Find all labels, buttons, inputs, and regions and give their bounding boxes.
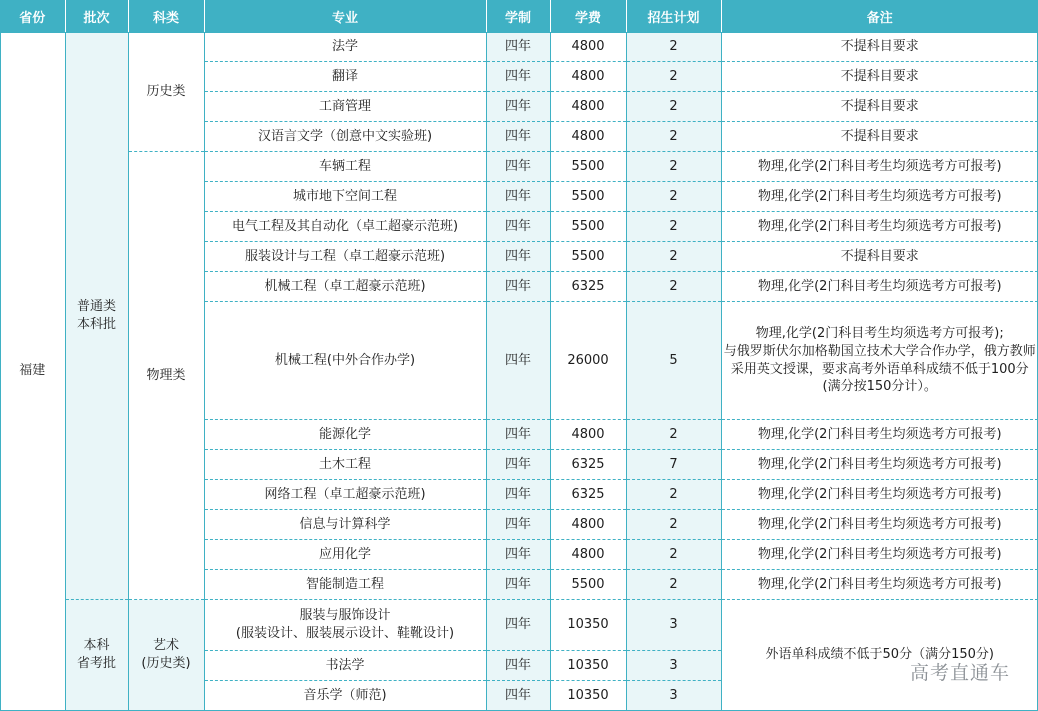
tuition-cell: 5500 <box>550 242 626 272</box>
major-cell <box>204 242 486 272</box>
duration-cell: 四年 <box>486 510 550 540</box>
duration-cell: 四年 <box>486 32 550 62</box>
batch-line: 普通类 <box>76 298 116 314</box>
major-line: 书法学 <box>325 657 365 673</box>
major-line: 能源化学 <box>318 426 371 442</box>
header-batch: 批次 <box>65 0 128 32</box>
table-body <box>0 32 1038 711</box>
tuition-cell: 10350 <box>550 651 626 681</box>
major-line: 城市地下空间工程 <box>292 188 397 204</box>
note-cell <box>721 122 1038 152</box>
major-cell <box>204 570 486 600</box>
duration-cell: 四年 <box>486 540 550 570</box>
plan-cell: 2 <box>626 32 721 62</box>
duration-cell: 四年 <box>486 92 550 122</box>
major-line: (服装设计、服装展示设计、鞋靴设计) <box>235 626 455 641</box>
category-line: 艺术 <box>152 638 179 654</box>
tuition-cell: 5500 <box>550 212 626 242</box>
tuition-cell: 6325 <box>550 272 626 302</box>
major-line: 机械工程(中外合作办学) <box>274 352 416 368</box>
tuition-cell: 5500 <box>550 182 626 212</box>
note-line: 不提科目要求 <box>840 38 919 54</box>
plan-cell: 3 <box>626 600 721 651</box>
note-line: 物理,化学(2门科目考生均须选考方可报考) <box>757 546 1002 562</box>
major-line: 土木工程 <box>318 456 371 472</box>
tuition-cell: 4800 <box>550 62 626 92</box>
major-cell <box>204 480 486 510</box>
duration-cell: 四年 <box>486 480 550 510</box>
duration-cell: 四年 <box>486 302 550 420</box>
major-cell <box>204 32 486 62</box>
major-cell <box>204 600 486 651</box>
plan-cell: 7 <box>626 450 721 480</box>
major-line: 服装设计与工程（卓工超豪示范班) <box>244 248 446 264</box>
watermark-text: 高考直通车 <box>909 662 1010 684</box>
duration-cell: 四年 <box>486 62 550 92</box>
major-line: 法学 <box>331 38 358 54</box>
duration-cell: 四年 <box>486 152 550 182</box>
plan-cell: 2 <box>626 480 721 510</box>
note-line: 外语单科成绩不低于50分（满分150分) <box>765 647 994 663</box>
note-cell <box>721 92 1038 122</box>
major-line: 电气工程及其自动化（卓工超豪示范班) <box>231 218 459 234</box>
batch-line: 本科批 <box>76 316 116 332</box>
category-line: 历史类 <box>146 83 186 99</box>
header-tuition: 学费 <box>550 0 626 32</box>
duration-cell: 四年 <box>486 182 550 212</box>
major-line: 汉语言文学（创意中文实验班) <box>257 128 433 144</box>
plan-cell: 2 <box>626 212 721 242</box>
major-line: 网络工程（卓工超豪示范班) <box>264 486 426 502</box>
note-line: 物理,化学(2门科目考生均须选考方可报考) <box>757 158 1002 174</box>
duration-cell: 四年 <box>486 122 550 152</box>
major-cell <box>204 420 486 450</box>
note-line: 物理,化学(2门科目考生均须选考方可报考) <box>757 456 1002 472</box>
major-cell <box>204 651 486 681</box>
note-line: 物理,化学(2门科目考生均须选考方可报考) <box>757 486 1002 502</box>
major-line: 智能制造工程 <box>305 576 384 592</box>
major-cell <box>204 182 486 212</box>
major-cell <box>204 92 486 122</box>
table-row <box>0 600 1038 651</box>
note-line: 不提科目要求 <box>840 98 919 114</box>
tuition-cell: 4800 <box>550 420 626 450</box>
note-cell <box>721 480 1038 510</box>
tuition-cell: 5500 <box>550 570 626 600</box>
note-cell <box>721 62 1038 92</box>
note-line: 物理,化学(2门科目考生均须选考方可报考); <box>755 326 1004 342</box>
table-row <box>0 32 1038 62</box>
note-line: 物理,化学(2门科目考生均须选考方可报考) <box>757 278 1002 294</box>
tuition-cell: 6325 <box>550 480 626 510</box>
tuition-cell: 6325 <box>550 450 626 480</box>
plan-cell: 2 <box>626 540 721 570</box>
major-cell <box>204 272 486 302</box>
tuition-cell: 5500 <box>550 152 626 182</box>
note-line: 物理,化学(2门科目考生均须选考方可报考) <box>757 218 1002 234</box>
duration-cell: 四年 <box>486 242 550 272</box>
major-line: 应用化学 <box>318 546 371 562</box>
major-cell <box>204 540 486 570</box>
plan-cell: 2 <box>626 420 721 450</box>
tuition-cell: 4800 <box>550 510 626 540</box>
header-province: 省份 <box>0 0 65 32</box>
note-cell <box>721 420 1038 450</box>
batch-line: 本科 <box>83 638 110 654</box>
batch-line: 省考批 <box>76 656 116 671</box>
note-cell <box>721 242 1038 272</box>
header-row <box>0 0 1038 32</box>
major-line: 翻译 <box>331 68 358 84</box>
note-cell <box>721 570 1038 600</box>
category-cell <box>128 152 204 600</box>
note-cell <box>721 182 1038 212</box>
plan-cell: 3 <box>626 651 721 681</box>
note-cell <box>721 272 1038 302</box>
note-cell <box>721 32 1038 62</box>
major-cell <box>204 62 486 92</box>
plan-cell: 2 <box>626 152 721 182</box>
category-line: 物理类 <box>146 367 186 383</box>
major-line: 工商管理 <box>318 98 371 114</box>
note-line: 不提科目要求 <box>840 248 919 264</box>
note-cell <box>721 540 1038 570</box>
note-cell <box>721 450 1038 480</box>
note-line: 物理,化学(2门科目考生均须选考方可报考) <box>757 188 1002 204</box>
note-line: 物理,化学(2门科目考生均须选考方可报考) <box>757 516 1002 532</box>
major-cell <box>204 510 486 540</box>
duration-cell: 四年 <box>486 570 550 600</box>
note-cell <box>721 600 1038 711</box>
tuition-cell: 10350 <box>550 681 626 711</box>
major-cell <box>204 152 486 182</box>
plan-cell: 2 <box>626 182 721 212</box>
note-cell <box>721 152 1038 182</box>
plan-cell: 2 <box>626 122 721 152</box>
batch-cell <box>65 600 128 711</box>
duration-cell: 四年 <box>486 212 550 242</box>
tuition-cell: 4800 <box>550 32 626 62</box>
plan-cell: 2 <box>626 570 721 600</box>
note-line: 采用英文授课，要求高考外语单科成绩不低于100分 <box>730 361 1029 377</box>
note-line: 不提科目要求 <box>840 68 919 84</box>
note-cell <box>721 302 1038 420</box>
plan-cell: 2 <box>626 510 721 540</box>
category-cell <box>128 600 204 711</box>
note-line: 与俄罗斯伏尔加格勒国立技术大学合作办学，俄方教师 <box>723 343 1036 359</box>
note-line: 物理,化学(2门科目考生均须选考方可报考) <box>757 426 1002 442</box>
major-cell <box>204 212 486 242</box>
batch-cell <box>65 32 128 600</box>
tuition-cell: 26000 <box>550 302 626 420</box>
tuition-cell: 4800 <box>550 122 626 152</box>
header-category: 科类 <box>128 0 204 32</box>
header-major: 专业 <box>204 0 486 32</box>
table-row <box>0 152 1038 182</box>
province-cell: 福建 <box>0 32 65 711</box>
tuition-cell: 4800 <box>550 540 626 570</box>
note-cell <box>721 212 1038 242</box>
header-plan: 招生计划 <box>626 0 721 32</box>
duration-cell: 四年 <box>486 600 550 651</box>
note-line: 不提科目要求 <box>840 128 919 144</box>
note-line: (满分按150分计）。 <box>822 379 937 395</box>
major-cell <box>204 302 486 420</box>
duration-cell: 四年 <box>486 681 550 711</box>
note-line: 物理,化学(2门科目考生均须选考方可报考) <box>757 576 1002 592</box>
major-cell <box>204 122 486 152</box>
plan-cell: 2 <box>626 62 721 92</box>
plan-cell: 2 <box>626 92 721 122</box>
duration-cell: 四年 <box>486 272 550 302</box>
header-duration: 学制 <box>486 0 550 32</box>
category-line: (历史类) <box>141 656 191 671</box>
plan-cell: 2 <box>626 242 721 272</box>
plan-cell: 5 <box>626 302 721 420</box>
major-line: 服装与服饰设计 <box>299 608 391 624</box>
note-cell <box>721 510 1038 540</box>
tuition-cell: 10350 <box>550 600 626 651</box>
major-cell <box>204 681 486 711</box>
duration-cell: 四年 <box>486 651 550 681</box>
major-line: 车辆工程 <box>318 158 371 174</box>
major-line: 信息与计算科学 <box>299 516 391 532</box>
major-line: 音乐学（师范) <box>303 687 387 703</box>
plan-cell: 2 <box>626 272 721 302</box>
header-note: 备注 <box>721 0 1038 32</box>
category-cell <box>128 32 204 152</box>
duration-cell: 四年 <box>486 450 550 480</box>
tuition-cell: 4800 <box>550 92 626 122</box>
duration-cell: 四年 <box>486 420 550 450</box>
major-cell <box>204 450 486 480</box>
major-line: 机械工程（卓工超豪示范班) <box>264 278 426 294</box>
plan-cell: 3 <box>626 681 721 711</box>
